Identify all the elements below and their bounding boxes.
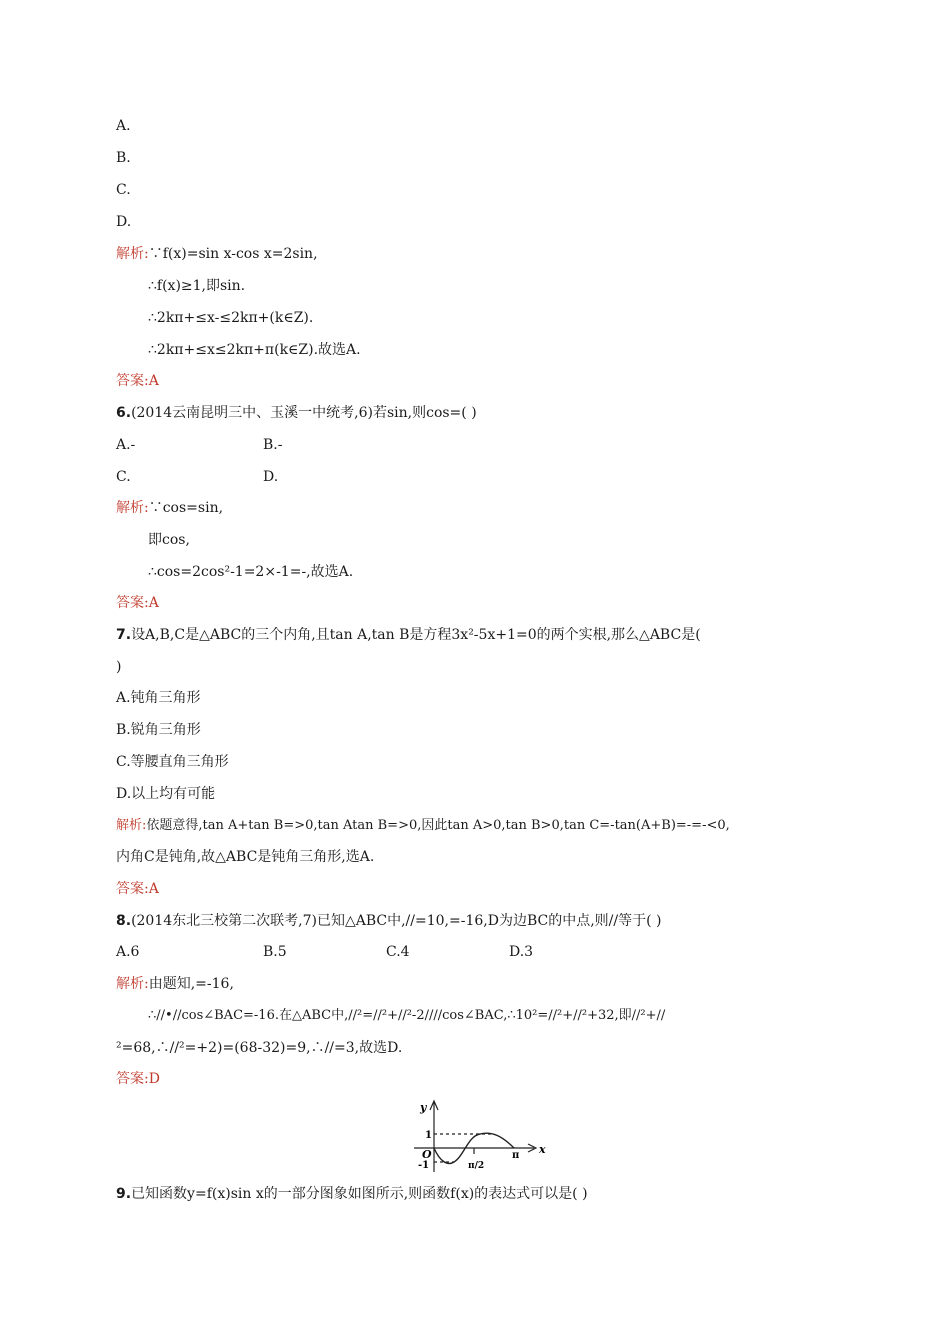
y-axis-label: y xyxy=(420,1101,427,1114)
tick-label-pi-over-2: π/2 xyxy=(468,1161,485,1171)
q5-option-d: D. xyxy=(116,214,132,230)
analysis-line: ∴cos=2cos²-1=2×-1=-,故选A. xyxy=(148,564,354,580)
q7-option-d: D.以上均有可能 xyxy=(116,786,216,802)
q5-option-a: A. xyxy=(116,118,131,134)
question-text: (2014云南昆明三中、玉溪一中统考,6)若sin,则cos=( ) xyxy=(131,405,477,421)
question-number: 9. xyxy=(116,1186,132,1202)
analysis-label: 解析: xyxy=(116,246,149,262)
analysis-line: ²=68,∴//²=+2)=(68-32)=9,∴//=3,故选D. xyxy=(116,1040,403,1056)
q7-stem-end: ) xyxy=(116,659,122,675)
question-text: (2014东北三校第二次联考,7)已知△ABC中,//=10,=-16,D为边BC的中点,则//等于( ) xyxy=(131,913,662,929)
q6-option-b: B.- xyxy=(263,437,283,453)
question-text: 设A,B,C是△ABC的三个内角,且tan A,tan B是方程3x²-5x+1=0的两个实根,那么△ABC是( xyxy=(131,627,701,643)
answer: 答案:D xyxy=(116,1071,160,1087)
question-number: 7. xyxy=(116,627,132,643)
q7-option-c: C.等腰直角三角形 xyxy=(116,754,229,770)
q8-option-b: B.5 xyxy=(263,944,287,960)
answer: 答案:A xyxy=(116,595,159,611)
question-number: 6. xyxy=(116,405,132,421)
answer: 答案:A xyxy=(116,373,159,389)
q8-option-a: A.6 xyxy=(116,944,140,960)
question-text: 已知函数y=f(x)sin x的一部分图象如图所示,则函数f(x)的表达式可以是( ) xyxy=(131,1186,588,1202)
q6-option-a: A.- xyxy=(116,437,136,453)
analysis-label: 解析: xyxy=(116,818,147,833)
analysis-line: 即cos, xyxy=(148,532,190,548)
answer: 答案:A xyxy=(116,881,159,897)
tick-label-1: 1 xyxy=(425,1130,432,1141)
q8-stem xyxy=(116,911,661,931)
analysis-line: ∴2kπ+≤x-≤2kπ+(k∈Z). xyxy=(148,310,314,326)
function-graph-figure xyxy=(410,1096,550,1176)
question-number: 8. xyxy=(116,913,132,929)
q6-analysis xyxy=(116,498,223,518)
q8-option-c: C.4 xyxy=(386,944,410,960)
q7-stem xyxy=(116,625,701,645)
analysis-line: ∵f(x)=sin x-cos x=2sin, xyxy=(148,246,318,262)
analysis-line: 内角C是钝角,故△ABC是钝角三角形,选A. xyxy=(116,849,375,865)
analysis-line: ∴f(x)≥1,即sin. xyxy=(148,278,246,294)
q8-analysis xyxy=(116,974,234,994)
origin-label: O xyxy=(422,1148,432,1161)
analysis-line: 由题知,=-16, xyxy=(148,976,234,992)
q6-option-c: C. xyxy=(116,469,131,485)
q9-stem xyxy=(116,1184,588,1204)
analysis-line: ∵cos=sin, xyxy=(148,500,224,516)
q6-stem xyxy=(116,403,477,423)
analysis-line: ∴2kπ+≤x≤2kπ+π(k∈Z).故选A. xyxy=(148,342,361,358)
q5-option-c: C. xyxy=(116,182,131,198)
q7-analysis xyxy=(116,816,730,836)
tick-label-minus-1: -1 xyxy=(418,1160,430,1171)
q5-option-b: B. xyxy=(116,150,131,166)
analysis-line: 依题意得,tan A+tan B=>0,tan Atan B=>0,因此tan A>0,tan B>0,tan C=-tan(A+B)=-=-<0, xyxy=(146,818,730,833)
q7-option-b: B.锐角三角形 xyxy=(116,722,201,738)
q5-analysis xyxy=(116,244,318,264)
x-axis-label: x xyxy=(539,1143,546,1156)
tick-label-pi: π xyxy=(512,1150,520,1161)
analysis-label: 解析: xyxy=(116,976,149,992)
q8-option-d: D.3 xyxy=(509,944,534,960)
analysis-line: ∴//•//cos∠BAC=-16.在△ABC中,//²=//²+//²-2////cos∠BAC,∴10²=//²+//²+32,即//²+// xyxy=(148,1008,666,1023)
analysis-label: 解析: xyxy=(116,500,149,516)
q6-option-d: D. xyxy=(263,469,279,485)
q7-option-a: A.钝角三角形 xyxy=(116,690,201,706)
